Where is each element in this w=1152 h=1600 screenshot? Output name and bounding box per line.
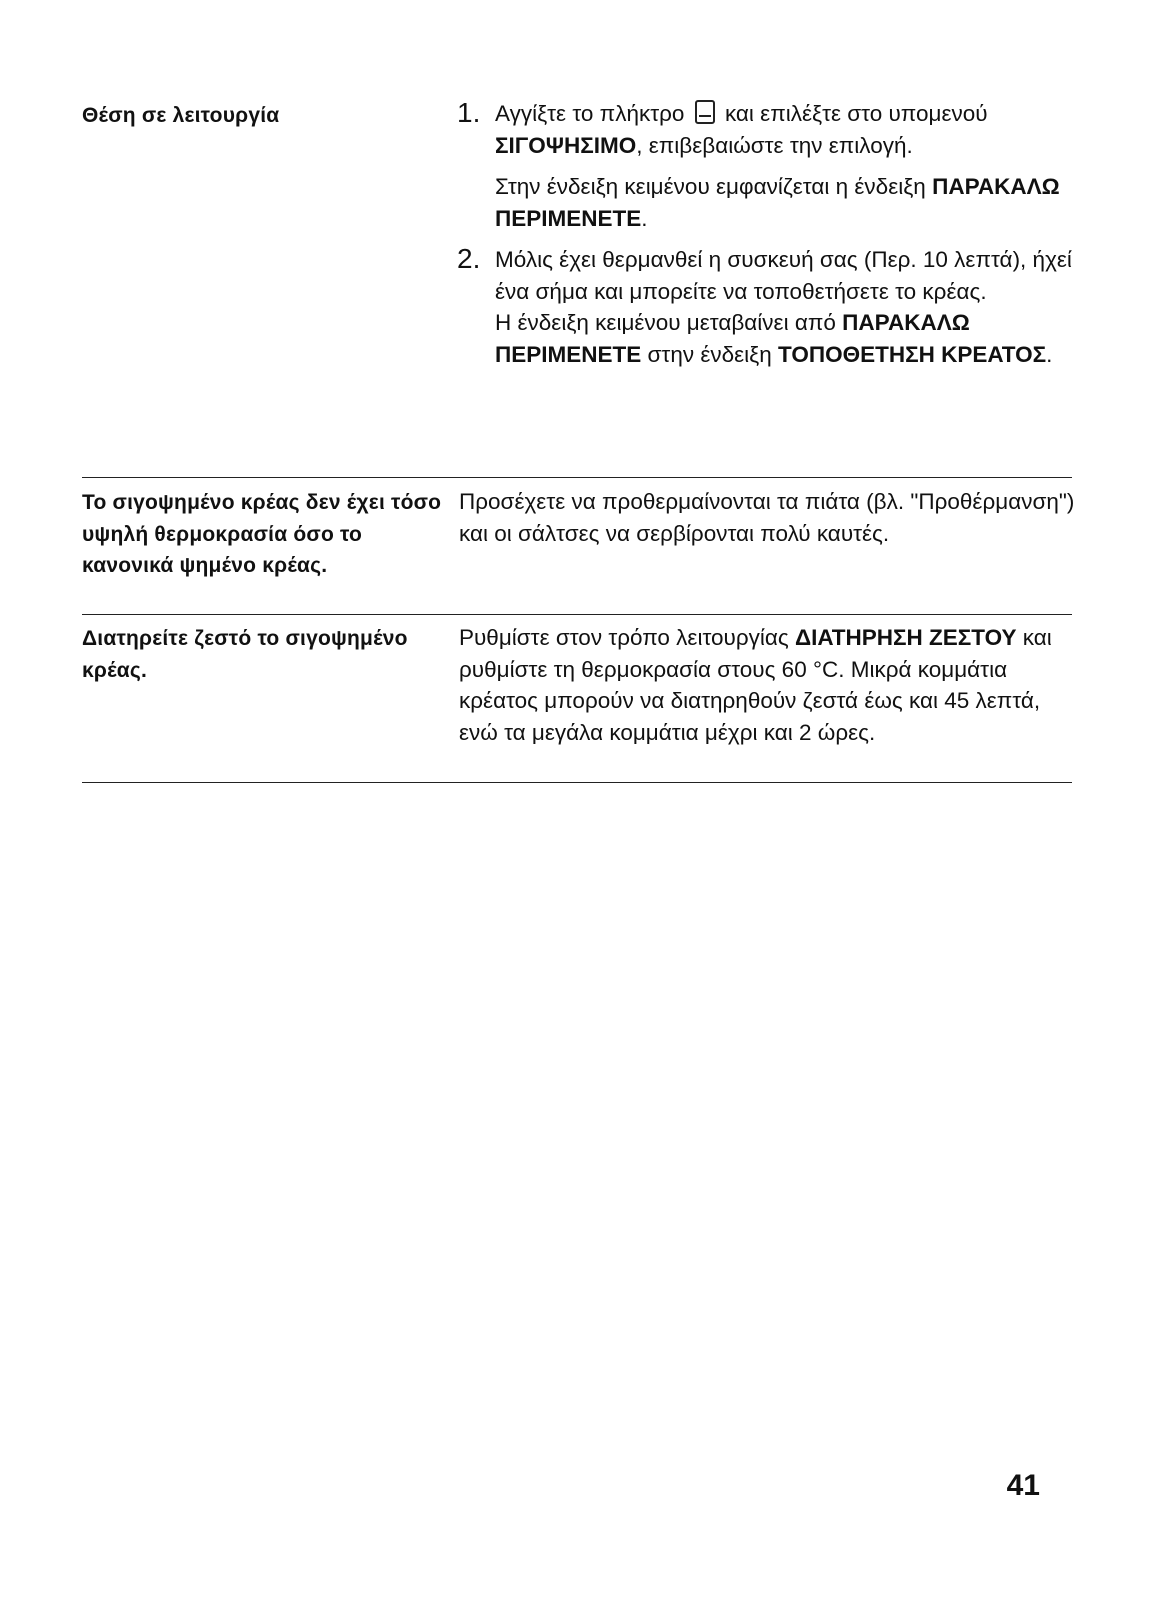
step-text: . [1046, 341, 1053, 367]
step-text: , επιβεβαιώστε την επιλογή. [636, 132, 913, 158]
section-heading: Θέση σε λειτουργία [82, 104, 280, 127]
step-number: 1. [457, 97, 481, 128]
mode-name: ΔΙΑΤΗΡΗΣΗ ΖΕΣΤΟΥ [795, 625, 1017, 650]
page-number: 41 [1006, 1469, 1040, 1502]
step-text: Η ένδειξη κειμένου μεταβαίνει από [495, 310, 836, 335]
step-2 [459, 244, 1079, 370]
section-heading: Το σιγοψημένο κρέας δεν έχει τόσο υψηλή θερμοκρασία όσο το κανονικά ψημένο κρέας. [82, 491, 442, 577]
step-text: και επιλέξτε στο υπομενού [724, 101, 988, 126]
divider [82, 782, 1072, 783]
section-body [459, 98, 1079, 370]
divider [82, 614, 1072, 615]
step-text: Αγγίξτε το πλήκτρο [495, 101, 685, 126]
step-1 [459, 98, 1079, 161]
menu-key-icon [695, 100, 715, 124]
section-heading: Διατηρείτε ζεστό το σιγοψημένο κρέας. [82, 627, 408, 682]
note-text: Στην ένδειξη κειμένου εμφανίζεται η ένδειξη [495, 174, 926, 199]
body-text: και ρυθμίστε τη θερμοκρασία στους 60 °C. Μικρά κομμάτια κρέατος μπορούν να διατηρηθούν ζεστά έως και 45 λεπτά, ενώ τα μεγάλα κομμάτια μέχρι και 2 ώρες. [459, 625, 1052, 745]
section-body [459, 622, 1079, 748]
display-message: ΠΑΡΑΚΑΛΩ ΠΕΡΙΜΕΝΕΤΕ [495, 310, 970, 367]
note-text: . [641, 205, 648, 231]
display-message: ΠΑΡΑΚΑΛΩ ΠΕΡΙΜΕΝΕΤΕ [495, 174, 1060, 231]
step-text: Μόλις έχει θερμανθεί η συσκευή σας (Περ. 10 λεπτά), ήχεί ένα σήμα και μπορείτε να τοποθετήσετε το κρέας. [495, 247, 1072, 304]
step-text: στην ένδειξη [647, 341, 772, 367]
section-body: Προσέχετε να προθερμαίνονται τα πιάτα (βλ. "Προθέρμανση") και οι σάλτσες να σερβίρονται πολύ καυτές. [459, 489, 1075, 546]
divider [82, 477, 1072, 478]
menu-option: ΣΙΓΟΨΗΣΙΜΟ [495, 132, 637, 158]
step-1-note [459, 171, 1079, 234]
body-text: Ρυθμίστε στον τρόπο λειτουργίας [459, 625, 789, 650]
step-number: 2. [457, 243, 481, 274]
display-message: ΤΟΠΟΘΕΤΗΣΗ ΚΡΕΑΤΟΣ [778, 341, 1047, 367]
